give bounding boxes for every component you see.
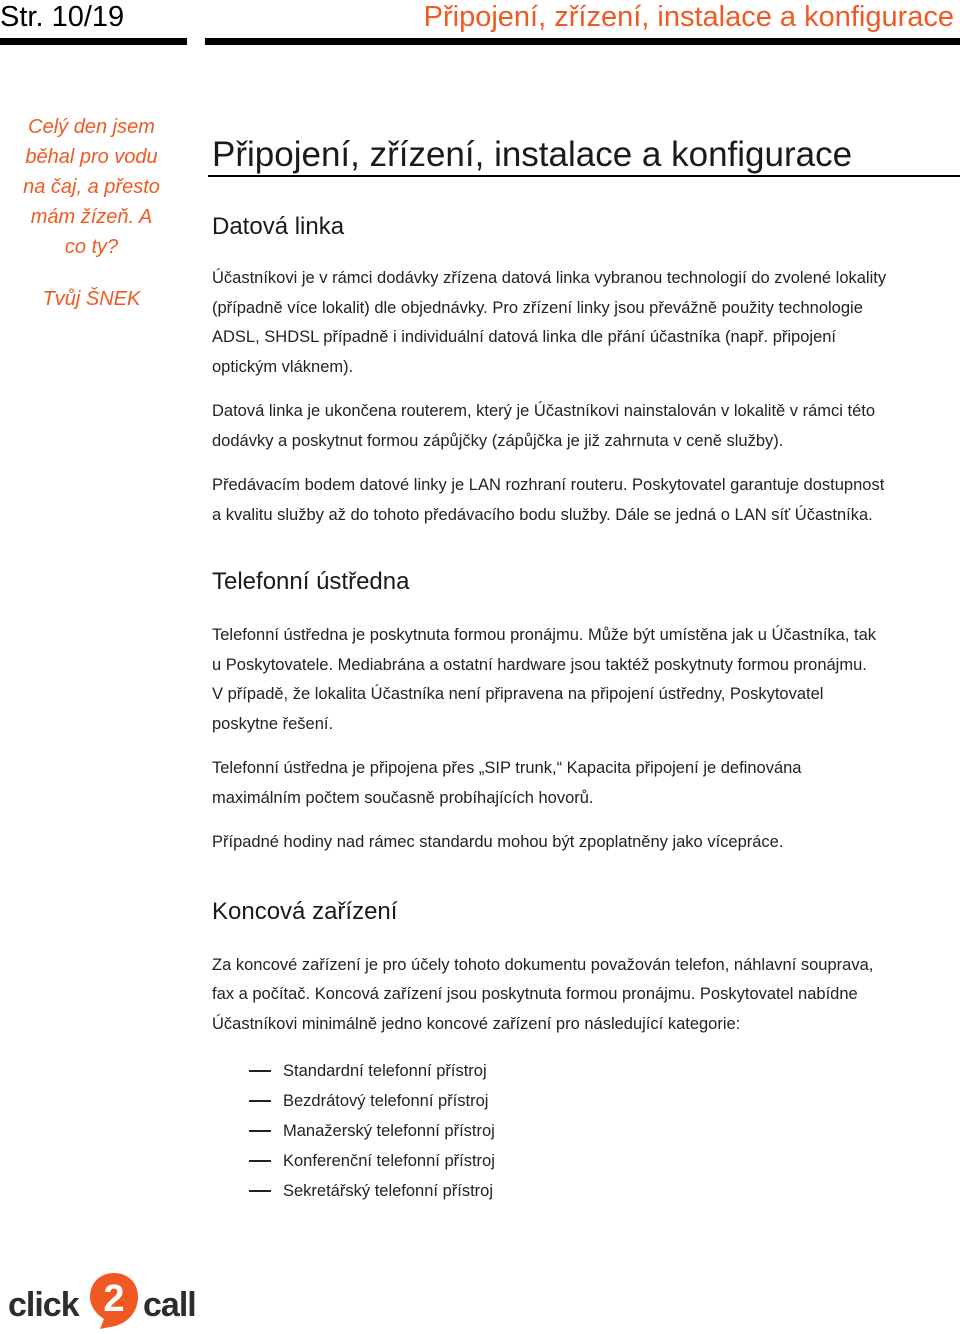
logo-badge-icon — [88, 1269, 140, 1331]
quote-signature: Tvůj ŠNEK — [42, 288, 141, 310]
paragraph: Datová linka je ukončena routerem, který je Účastníkovi nainstalován v lokalitě v rámci této dodávky a poskytnut formou zápůjčky (zápůjčka je již zahrnuta v ceně služby). — [212, 402, 876, 450]
quote-line: co ty? — [64, 236, 119, 258]
list-item: Manažerský telefonní přístroj — [212, 1116, 954, 1146]
quote-line: běhal pro vodu — [25, 146, 158, 168]
section-heading-telefonni-ustredna: Telefonní ústředna — [212, 568, 410, 595]
header-rule-right — [205, 38, 960, 45]
page-number: Str. 10/19 — [0, 1, 125, 33]
list-item: Standardní telefonní přístroj — [212, 1056, 954, 1086]
dash-bullet-icon — [249, 1130, 271, 1132]
quote-line: mám žízeň. A — [30, 206, 153, 228]
list-item: Konferenční telefonní přístroj — [212, 1146, 954, 1176]
paragraph: Za koncové zařízení je pro účely tohoto dokumentu považován telefon, náhlavní souprava, fax a počítač. Koncová zařízení jsou poskytnuta formou pronájmu. Poskytovatel nabídne Účastníkovi minimálně jedno koncové zařízení pro následující kategorie: — [212, 955, 874, 1033]
paragraph: Předávacím bodem datové linky je LAN rozhraní routeru. Poskytovatel garantuje dostupnost a kvalitu služby až do tohoto předávacího bodu služby. Dále se jedná o LAN síť Účastníka. — [212, 476, 885, 524]
dash-bullet-icon — [249, 1100, 271, 1102]
dash-bullet-icon — [249, 1160, 271, 1162]
quote-line: Celý den jsem — [28, 116, 155, 138]
paragraph: Případné hodiny nad rámec standardu mohou být zpoplatněny jako vícepráce. — [212, 833, 784, 851]
paragraph: Účastníkovi je v rámci dodávky zřízena datová linka vybranou technologií do zvolené lokality (případně více lokalit) dle objednávky. Pro zřízení linky jsou převážně použity technologie ADSL, SHDSL případně i individuální datová linka dle přání účastníka (např. připojení optickým vláknem). — [212, 269, 887, 376]
svg-text:2: 2 — [103, 1278, 125, 1320]
header-rule-left — [0, 38, 187, 45]
dash-bullet-icon — [249, 1070, 271, 1072]
logo-text-call: call — [143, 1286, 196, 1324]
quote-line: na čaj, a přesto — [23, 176, 160, 198]
title-rule — [208, 175, 960, 177]
list-item: Bezdrátový telefonní přístroj — [212, 1086, 954, 1116]
header-title: Připojení, zřízení, instalace a konfigurace — [423, 1, 954, 33]
main-content — [212, 130, 954, 1206]
page-title: Připojení, zřízení, instalace a konfigurace — [212, 135, 853, 174]
paragraph: Telefonní ústředna je připojena přes „SIP trunk,“ Kapacita připojení je definována maximálním počtem současně probíhajících hovorů. — [212, 759, 802, 807]
section-heading-koncova-zarizeni: Koncová zařízení — [212, 897, 398, 925]
dash-bullet-icon — [249, 1190, 271, 1192]
section-heading-datova-linka: Datová linka — [212, 213, 345, 240]
logo-text-click: click — [8, 1286, 79, 1324]
device-category-list — [212, 1056, 954, 1206]
paragraph: Telefonní ústředna je poskytnuta formou pronájmu. Může být umístěna jak u Účastníka, tak u Poskytovatele. Mediabrána a ostatní hardware jsou taktéž poskytnuty formou pronájmu. V případě, že lokalita Účastníka není připravena na připojení ústředny, Poskytovatel poskytne řešení. — [212, 626, 877, 733]
sidebar-quote — [0, 112, 183, 314]
list-item: Sekretářský telefonní přístroj — [212, 1176, 954, 1206]
click2call-logo — [8, 1265, 208, 1333]
